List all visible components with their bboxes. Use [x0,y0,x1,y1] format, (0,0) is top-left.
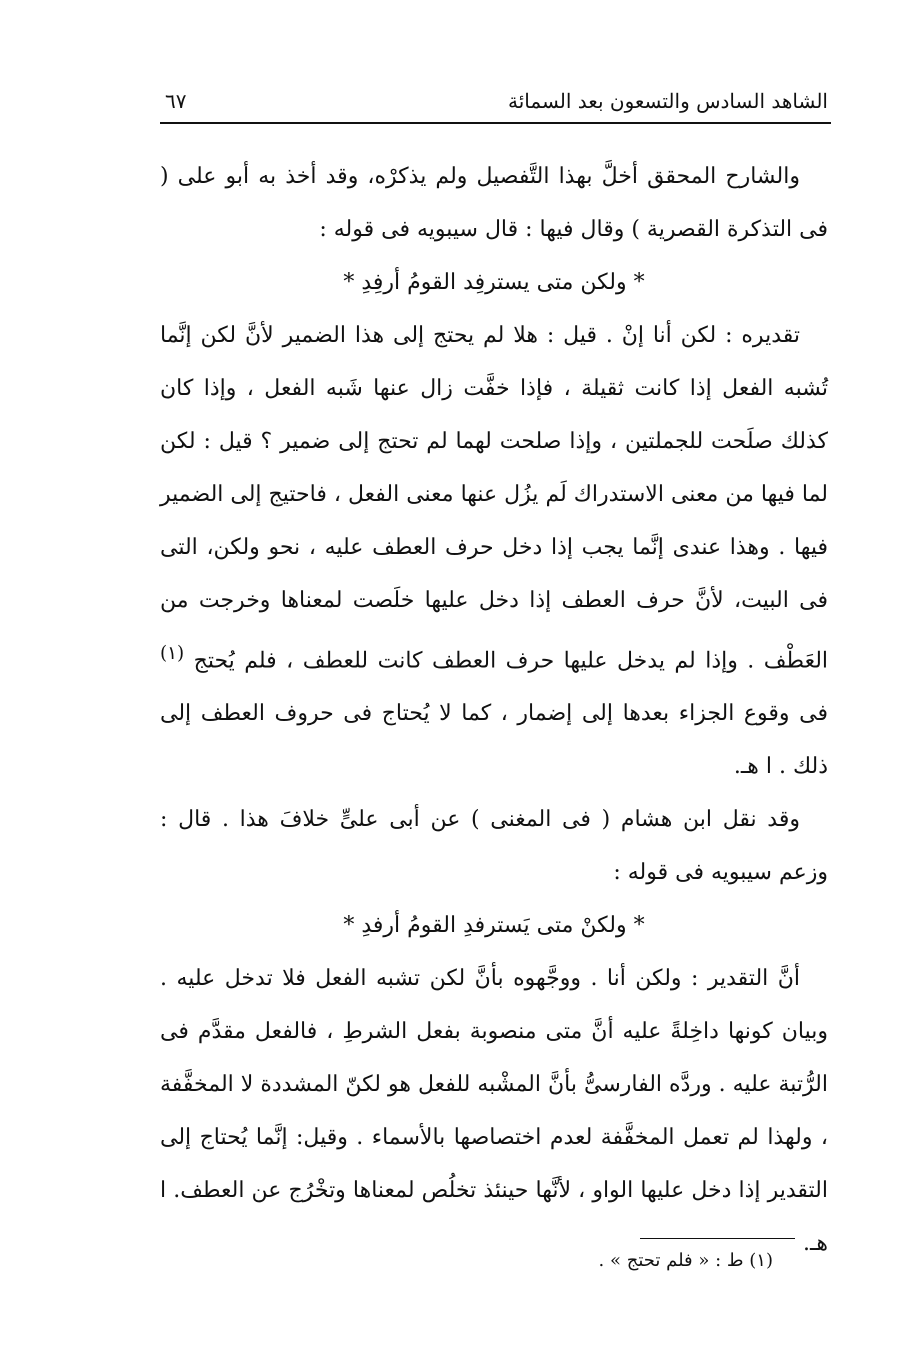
footnote: (١) ط : « فلم تحتج » . [598,1250,773,1271]
verse-2: * ولكنْ متى يَسترفدِ القومُ أرفدِ * [343,913,645,939]
paragraph-2-main: تقديره : لكن أنا إنْ . قيل : هلا لم يحتج إلى هذا الضمير لأنَّ لكن إنَّما تُشبه الفعل إذا كانت ثقيلة ، فإذا خفَّت زال عنها شَبه الفعل ، وإذا كان كذلك صلَحت للجملتين ، وإذا صلحت لهما لم تحتج إلى ضمير ؟ قيل : لكن لما فيها من معنى الاستدراك لَم يزُل عنها معنى الفعل ، فاحتيج إلى الضمير فيها . وهذا عندى إنَّما يجب إذا دخل حرف العطف عليه ، نحو ولكن، التى فى البيت، لأنَّ حرف العطف إذا دخل عليها خلَصت لمعناها وخرجت من العَطْف . وإذا لم يدخل عليها حرف العطف كانت للعطف ، فلم يُحتج [160,323,829,674]
running-head [165,84,828,118]
footnote-rule [640,1238,795,1239]
footnote-marker: (١) [160,643,185,664]
paragraph-2 [160,309,828,793]
paragraph-4: أنَّ التقدير : ولكن أنا . ووجَّهوه بأنَّ لكن تشبه الفعل فلا تدخل عليه . وبيان كونها داخِلةً عليه أنَّ متى منصوبة بفعل الشرطِ ، فالفعل مقدَّم فى الرُّتبة عليه . وردَّه الفارسىُّ بأنَّ المشْبه للفعل هو لكنّ المشددة لا المخفَّفة ، ولهذا لم تعمل المخفَّفة لعدم اختصاصها بالأسماء . وقيل: إنَّما يُحتاج إلى التقدير إذا دخل عليها الواو ، لأنَّها حينئذ تخلُص لمعناها وتخْرُج عن العطف. ا هـ. [160,966,828,1257]
paragraph-2-tail: فى وقوع الجزاء بعدها إلى إضمار ، كما لا يُحتاج فى حروف العطف إلى ذلك . ا هـ. [160,701,828,780]
main-text [160,150,828,1270]
paragraph-3: وقد نقل ابن هشام ( فى المغنى ) عن أبى علىٍّ خلافَ هذا . قال : وزعم سيبويه فى قوله : [160,807,828,886]
page-number: ٦٧ [165,89,187,113]
running-title: الشاهد السادس والتسعون بعد السمائة [508,89,828,113]
paragraph-1: والشارح المحقق أخلَّ بهذا التَّفصيل ولم يذكرْه، وقد أخذ به أبو على ( فى التذكرة القصرية ) وقال فيها : قال سيبويه فى قوله : [160,164,828,242]
verse-1: * ولكن متى يسترفِد القومُ أرفِدِ * [343,270,645,295]
header-rule [160,122,831,124]
